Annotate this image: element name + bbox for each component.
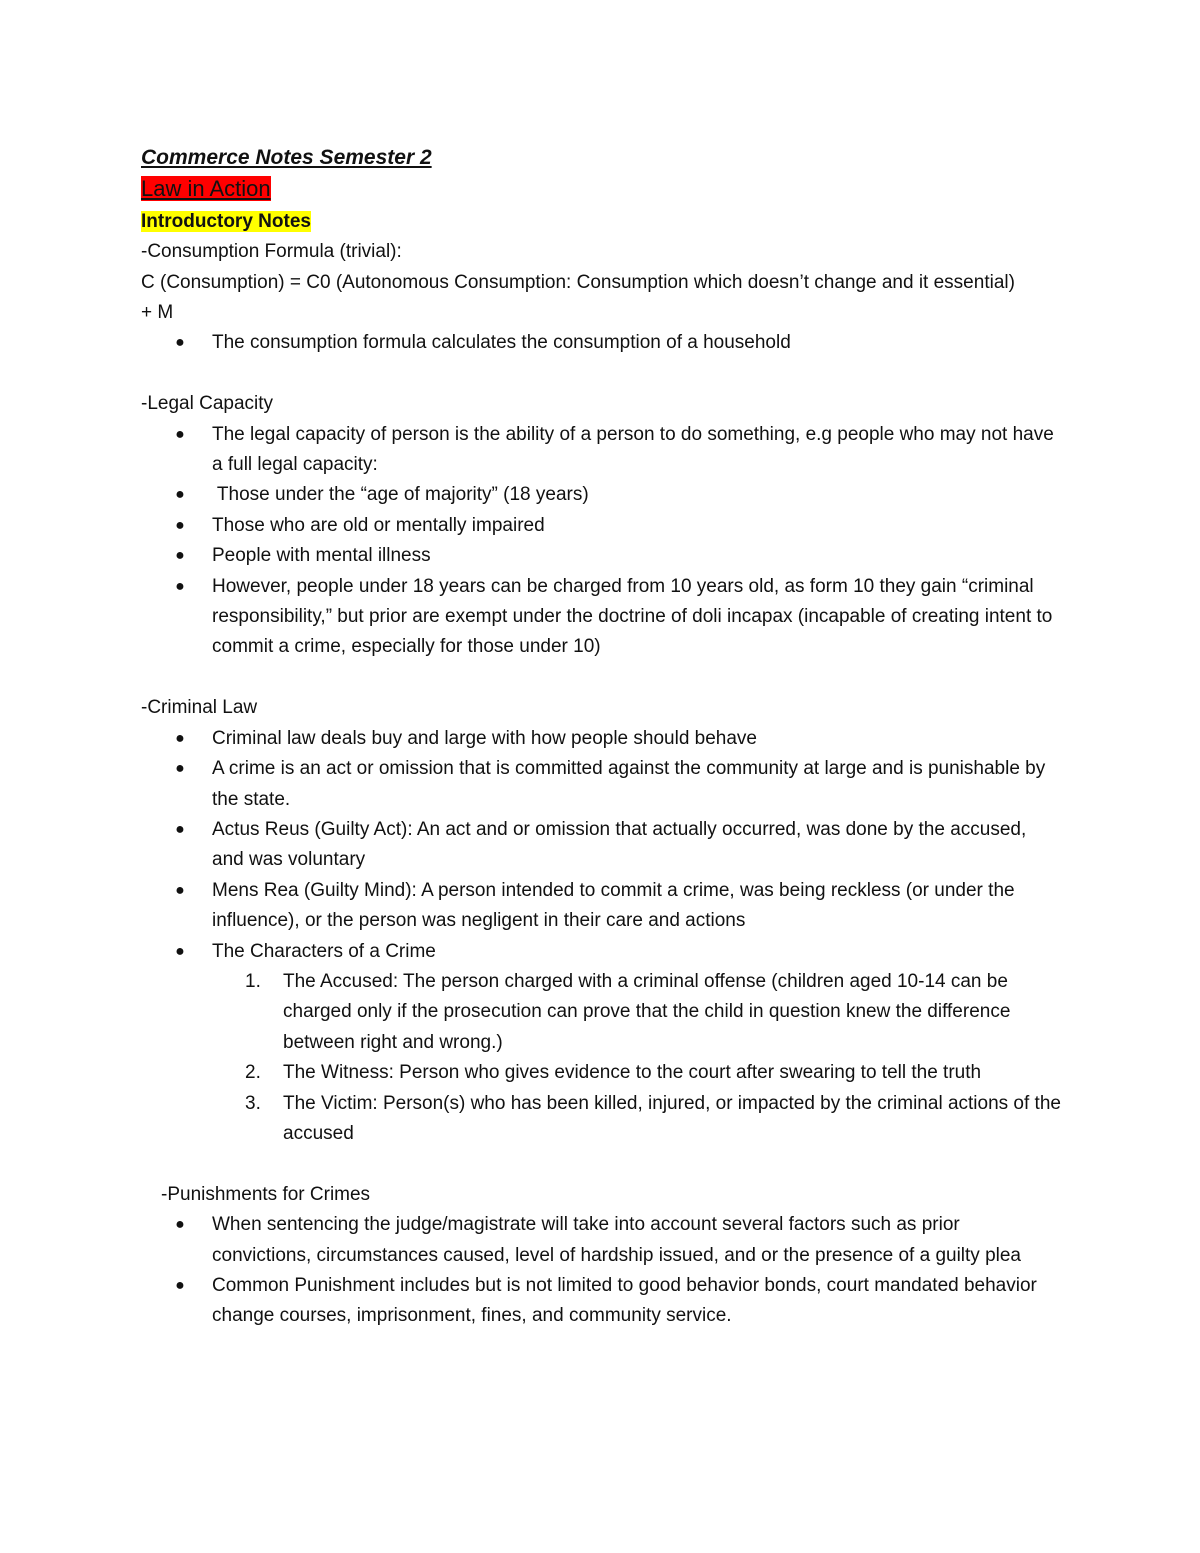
section-heading: Law in Action (141, 176, 271, 202)
bullet-text: Actus Reus (Guilty Act): An act and or omission that actually occurred, was done by the accused, and was voluntary (212, 818, 1027, 871)
list-item (141, 420, 1061, 481)
punishments-bullet-list (141, 1210, 1061, 1332)
list-number: 3. (245, 1092, 261, 1114)
bullet-text: Those under the “age of majority” (18 years) (212, 484, 589, 506)
criminal-law-bullet-list (141, 724, 1061, 967)
consumption-formula-line-1: C (Consumption) = C0 (Autonomous Consumption: Consumption which doesn’t change and it essential) (141, 271, 1015, 293)
bullet-icon: ● (175, 1276, 185, 1294)
bullet-text: Common Punishment includes but is not limited to good behavior bonds, court mandated behavior change courses, imprisonment, fines, and community service. (212, 1274, 1037, 1327)
bullet-icon: ● (175, 820, 185, 838)
bullet-icon: ● (175, 760, 185, 778)
bullet-icon: ● (175, 942, 185, 960)
list-item (141, 1058, 1061, 1088)
list-item (141, 724, 1061, 754)
bullet-icon: ● (175, 881, 185, 899)
bullet-text: The Characters of a Crime (212, 940, 436, 962)
list-item-text: The Accused: The person charged with a criminal offense (children aged 10-14 can be charged only if the prosecution can prove that the child in question knew the difference between right and wrong.) (283, 970, 1011, 1053)
list-item (141, 754, 1061, 815)
list-item (141, 328, 1061, 358)
bullet-text: Mens Rea (Guilty Mind): A person intended to commit a crime, was being reckless (or under the influence), or the person was negligent in their care and actions (212, 879, 1015, 932)
crime-characters-list (141, 967, 1061, 1149)
bullet-text: The legal capacity of person is the ability of a person to do something, e.g people who may not have a full legal capacity: (212, 423, 1054, 476)
list-item (141, 1271, 1061, 1332)
bullet-text: When sentencing the judge/magistrate will take into account several factors such as prior convictions, circumstances caused, level of hardship issued, and or the presence of a guilty plea (212, 1214, 1022, 1266)
list-item (141, 967, 1061, 1058)
bullet-text: However, people under 18 years can be charged from 10 years old, as form 10 they gain “criminal responsibility,” but prior are exempt under the doctrine of doli incapax (incapable of creating intent to commit a crime, especially for those under 10) (212, 575, 1053, 658)
list-item-text: The Victim: Person(s) who has been killed, injured, or impacted by the criminal actions of the accused (283, 1092, 1061, 1144)
bullet-icon: ● (175, 516, 185, 534)
bullet-text: People with mental illness (212, 545, 431, 567)
list-item (141, 1089, 1061, 1150)
legal-capacity-bullet-list (141, 420, 1061, 663)
bullet-text: The consumption formula calculates the consumption of a household (212, 332, 791, 354)
list-item (141, 541, 1061, 571)
bullet-text: Those who are old or mentally impaired (212, 514, 545, 536)
bullet-icon: ● (175, 1216, 185, 1234)
list-number: 1. (245, 970, 261, 992)
criminal-law-heading: -Criminal Law (141, 697, 258, 719)
list-item (141, 1210, 1061, 1271)
subsection-heading: Introductory Notes (141, 210, 311, 232)
list-item (141, 937, 1061, 967)
list-item (141, 572, 1061, 663)
bullet-icon: ● (175, 547, 185, 565)
bullet-icon: ● (175, 486, 185, 504)
legal-capacity-heading: -Legal Capacity (141, 393, 274, 415)
consumption-bullet-list (141, 328, 1061, 358)
consumption-formula-line-2: + M (141, 302, 174, 324)
document-title: Commerce Notes Semester 2 (141, 146, 432, 169)
bullet-text: A crime is an act or omission that is committed against the community at large and is punishable by the state. (212, 758, 1046, 810)
punishments-heading: -Punishments for Crimes (161, 1183, 371, 1205)
list-item (141, 876, 1061, 937)
bullet-icon: ● (175, 729, 185, 747)
list-number: 2. (245, 1062, 261, 1084)
list-item-text: The Witness: Person who gives evidence to the court after swearing to tell the truth (283, 1062, 982, 1084)
bullet-icon: ● (175, 425, 185, 443)
consumption-heading: -Consumption Formula (trivial): (141, 241, 402, 263)
bullet-icon: ● (175, 334, 185, 352)
list-item (141, 511, 1061, 541)
document-body (141, 143, 1061, 1332)
bullet-text: Criminal law deals buy and large with how people should behave (212, 727, 757, 749)
list-item (141, 815, 1061, 876)
list-item (141, 480, 1061, 510)
bullet-icon: ● (175, 577, 185, 595)
